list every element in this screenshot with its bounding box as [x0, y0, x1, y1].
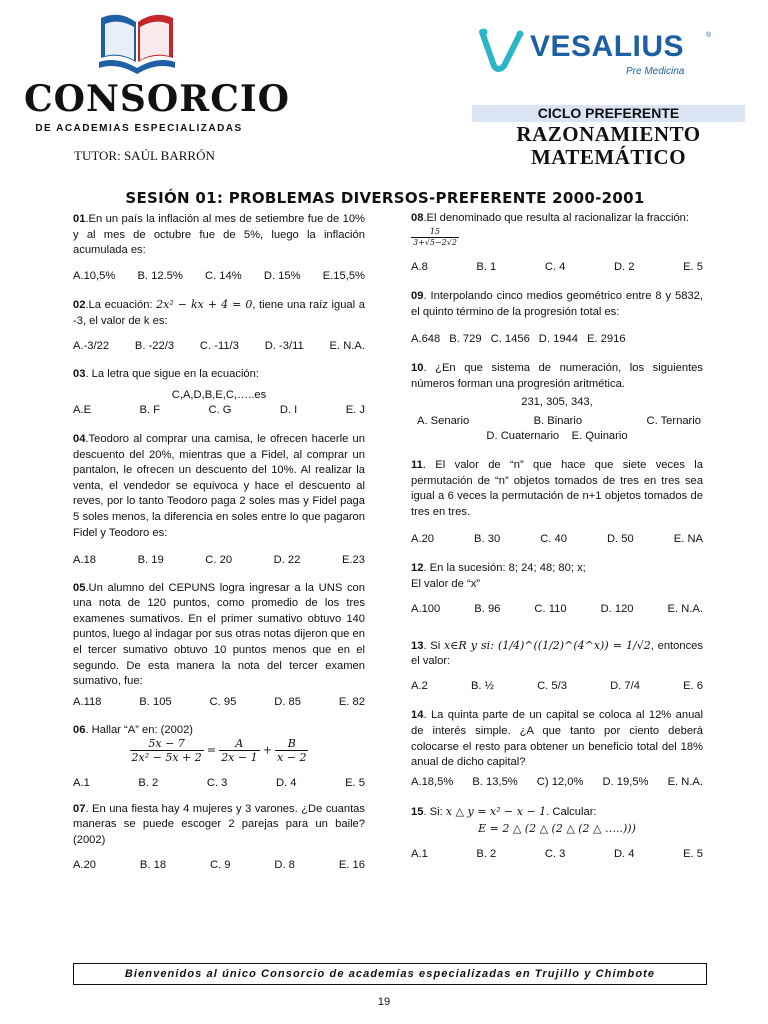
- question-09: [411, 289, 703, 320]
- question-number: 07: [73, 802, 86, 815]
- options-06: [73, 776, 365, 792]
- equation: x △ y = x² − x − 1: [445, 805, 547, 819]
- option: A.648: [411, 333, 441, 346]
- consorcio-logo: [22, 12, 291, 134]
- question-15: [411, 804, 703, 821]
- option: C. 40: [540, 533, 567, 546]
- option: A.1: [411, 847, 428, 860]
- option: C. G: [208, 404, 232, 417]
- vesalius-subtitle: Pre Medicina: [626, 66, 685, 77]
- option: E.15,5%: [322, 269, 365, 282]
- sequence-10: 231, 305, 343,: [521, 396, 593, 409]
- question-text: .Un alumno del CEPUNS logra ingresar a la UNS con una nota de 120 puntos, como promedio de los tres examenes sumativos. En el primer sumativo obtuvo 140 puntos, luego al indagar por sus otras notas dijeron que en el tercer sumativo obtuvo 10 puntos menos que en el segundo. De esta manera la nota del tercer examen sumativo, fue:: [73, 581, 365, 688]
- ciclo-banner: CICLO PREFERENTE: [472, 105, 745, 122]
- consorcio-wordmark: CONSORCIO: [24, 78, 291, 120]
- options-04: [73, 553, 365, 569]
- denominator: 2x² − 5x + 2: [131, 751, 202, 765]
- question-11: [411, 458, 703, 520]
- options-05: [73, 695, 365, 711]
- tutor-name: TUTOR: SAÚL BARRÓN: [74, 148, 215, 163]
- options-09: [411, 332, 703, 348]
- question-number: 03: [73, 368, 86, 381]
- question-text: .La ecuación:: [85, 299, 157, 312]
- option: B. 729: [449, 333, 482, 346]
- option: C. 5/3: [537, 679, 567, 692]
- question-number: 12: [411, 561, 424, 574]
- question-text: . Si:: [423, 806, 446, 819]
- options-10-row2: [411, 429, 703, 445]
- option: E. NA: [673, 533, 703, 546]
- option: D. -3/11: [264, 339, 304, 352]
- question-12: [411, 561, 703, 592]
- option: B. 18: [139, 859, 167, 872]
- options-03: [73, 403, 365, 419]
- question-14: [411, 708, 703, 770]
- option: B. 105: [139, 695, 172, 708]
- option: B. 30: [474, 533, 501, 546]
- option: D. 8: [274, 859, 295, 872]
- subject-title: [472, 123, 745, 169]
- denominator: x − 2: [277, 751, 307, 765]
- options-02: [73, 339, 365, 355]
- option: A.E: [73, 404, 92, 417]
- option: B. -22/3: [134, 339, 175, 352]
- option: E. 5: [683, 260, 703, 273]
- open-book-icon: [97, 12, 177, 74]
- equation: 2x² − kx + 4 = 0: [156, 298, 253, 312]
- option: D. 7/4: [610, 679, 640, 692]
- fraction-08: [411, 227, 703, 248]
- option: D. 19,5%: [602, 775, 649, 788]
- option: B. ½: [470, 679, 494, 692]
- question-text: . ¿En que sistema de numeración, los siguientes números forman una progresión aritmética.: [411, 361, 703, 390]
- option: C. -11/3: [199, 339, 239, 352]
- option: E.23: [341, 554, 365, 567]
- option: A.1: [73, 777, 90, 790]
- vesalius-logo: [478, 26, 718, 86]
- question-number: 08: [411, 212, 424, 224]
- option: B. 2: [476, 847, 497, 860]
- options-12: [411, 602, 703, 618]
- right-column: [411, 211, 703, 862]
- footer-banner: Bienvenidos al único Consorcio de academias especializadas en Trujillo y Chimbote: [73, 963, 707, 985]
- option: A.10,5%: [73, 269, 116, 282]
- stethoscope-v-icon: [478, 26, 526, 74]
- option: A.100: [411, 603, 441, 616]
- question-number: 05: [73, 581, 86, 594]
- option: A.2: [411, 679, 428, 692]
- question-text: El valor de “x”: [411, 577, 481, 590]
- question-04: [73, 432, 365, 541]
- option: E. 16: [338, 859, 365, 872]
- numerator: A: [219, 737, 259, 751]
- option: C. 9: [209, 859, 231, 872]
- question-number: 10: [411, 361, 424, 374]
- option: D. 4: [613, 847, 635, 860]
- option: E. Quinario: [571, 430, 628, 443]
- question-number: 11: [411, 458, 423, 471]
- registered-mark: ®: [706, 32, 712, 39]
- option: A.-3/22: [73, 339, 110, 352]
- denominator: 2x − 1: [221, 751, 258, 765]
- equation: E = 2 △ (2 △ (2 △ (2 △ …..))): [478, 822, 636, 836]
- option: C. 14%: [205, 269, 242, 282]
- question-text: . Interpolando cinco medios geométrico entre 8 y 5832, el quinto término de la progresión total es:: [411, 290, 703, 318]
- question-05: [73, 581, 365, 690]
- question-text: .El denominado que resulta al racionalizar la fracción:: [423, 212, 689, 224]
- option: C) 12,0%: [536, 775, 584, 788]
- option: E. 5: [683, 847, 703, 860]
- question-text: . En una fiesta hay 4 mujeres y 3 varones. ¿De cuantas maneras se puede escoger 2 parejas para un baile? (2002): [73, 802, 365, 846]
- option: E. N.A.: [667, 603, 703, 616]
- question-number: 06: [73, 724, 86, 737]
- option: B. 1: [476, 260, 497, 273]
- options-13: [411, 679, 703, 695]
- numerator: 5x − 7: [130, 737, 204, 751]
- session-title: SESIÓN 01: PROBLEMAS DIVERSOS-PREFERENTE 2000-2001: [125, 189, 645, 207]
- question-text: . La letra que sigue en la ecuación:: [85, 368, 259, 381]
- option: D. I: [279, 404, 298, 417]
- question-text: . En la sucesión: 8; 24; 48; 80; x;: [423, 561, 586, 574]
- question-number: 02: [73, 299, 86, 312]
- question-number: 14: [411, 709, 424, 722]
- question-13: [411, 638, 703, 670]
- question-text: , entonces el valor:: [411, 639, 704, 668]
- consorcio-subtitle: DE ACADEMIAS ESPECIALIZADAS: [35, 123, 243, 134]
- equation-15: [411, 821, 703, 838]
- option: E. N.A.: [329, 339, 365, 352]
- subject-title-line2: MATEMÁTICO: [530, 145, 687, 169]
- question-10: [411, 361, 703, 392]
- question-07: [73, 802, 365, 849]
- option: C. Ternario: [646, 414, 701, 427]
- option: D. 120: [600, 603, 634, 616]
- question-number: 15: [411, 806, 424, 819]
- options-01: [73, 269, 365, 285]
- option: C. 3: [206, 777, 228, 790]
- option: B. 19: [137, 554, 164, 567]
- question-number: 09: [411, 290, 424, 303]
- question-02: [73, 297, 365, 329]
- option: D. 85: [274, 695, 301, 708]
- question-text: . Hallar “A” en: (2002): [85, 724, 194, 737]
- option: E. 82: [338, 695, 365, 708]
- option: A.118: [73, 695, 102, 708]
- option: B. 96: [474, 603, 501, 616]
- fraction: [275, 737, 308, 764]
- question-text: .En un país la inflación al mes de setiembre fue de 10% y al mes de octubre fue de 5%, luego la inflación acumulada es:: [73, 213, 365, 257]
- fraction: [130, 737, 204, 764]
- vesalius-wordmark: VESALIUS: [530, 30, 685, 63]
- options-07: [73, 858, 365, 874]
- question-text: .Teodoro al comprar una camisa, le ofrecen hacerle un descuento del 20%, mientras que a Fidel, al comprar un pantalon, le ofrecen un descuento del 10%. Al realizar la venta, el vendedor se equivoca y hace el descuento al reves, por lo tanto Teodoro paga 2 soles mas y Fidel paga 5 soles menos, la diferencia en soles entre lo que pagaron Fidel y Teodoro es:: [73, 432, 365, 539]
- option: B. Binario: [533, 414, 583, 427]
- option: D. Cuaternario: [486, 430, 560, 443]
- option: D. 1944: [538, 333, 578, 346]
- options-15: [411, 847, 703, 863]
- question-text: . El valor de “n” que hace que siete veces la permutación de “n” objetos tomados de tres en tres sea igual a 6 veces la permutación de n+1 objetos tomados de tres en tres.: [411, 458, 703, 518]
- option: B. F: [139, 404, 160, 417]
- option: C. 95: [209, 695, 237, 708]
- question-08: [411, 211, 703, 227]
- numerator: 15: [411, 227, 459, 238]
- option: D. 4: [275, 777, 297, 790]
- option: A. Senario: [417, 414, 470, 427]
- option: A.18,5%: [411, 775, 454, 788]
- option: D. 15%: [263, 269, 301, 282]
- equation-06: $\frac{5x - 7}{\text{2x² − 5x + 2}}$ = $\frac{A}{2x - 1}$ + $\frac{B}{x - 2}$: [131, 737, 307, 765]
- option: E. 5: [345, 777, 365, 790]
- options-11: [411, 532, 703, 548]
- option: C. 3: [544, 847, 566, 860]
- question-number: 01: [73, 213, 86, 225]
- option: D. 2: [613, 260, 635, 273]
- option: E. 6: [683, 679, 703, 692]
- question-number: 13: [411, 639, 424, 652]
- option: A.20: [73, 859, 97, 872]
- option: A.18: [73, 554, 97, 567]
- question-number: 04: [73, 432, 86, 445]
- option: C. 20: [205, 554, 233, 567]
- left-column: [73, 212, 365, 874]
- question-text: . Si: [423, 639, 444, 652]
- equation: x∈R y si: (1/4)^((1/2)^(4^x)) = 1/√2: [443, 638, 651, 652]
- sequence-03: C,A,D,B,E,C,…..es: [171, 388, 267, 401]
- option: D. 50: [606, 533, 634, 546]
- option: A.20: [411, 533, 435, 546]
- option: E. J: [345, 404, 365, 417]
- question-text: , tiene una raíz igual a -3, el valor de k es:: [73, 299, 365, 327]
- question-01: [73, 212, 365, 259]
- option: C. 1456: [490, 333, 530, 346]
- option: C. 4: [544, 260, 566, 273]
- question-03: [73, 367, 365, 383]
- subject-title-line1: RAZONAMIENTO: [516, 122, 701, 146]
- denominator: 3+√5−2√2: [413, 237, 457, 247]
- option: B. 13,5%: [472, 775, 518, 788]
- option: A.8: [411, 260, 428, 273]
- fraction: [411, 227, 459, 248]
- options-08: [411, 260, 703, 276]
- fraction: [219, 737, 259, 764]
- question-text: . Calcular:: [546, 806, 597, 819]
- options-14: [411, 775, 703, 791]
- question-text: . La quinta parte de un capital se coloca al 12% anual de interés simple. ¿A que tanto por ciento deberá colocarse el resto para obtener un beneficio total del 18% anual de dicho capital?: [411, 709, 703, 769]
- option: C. 110: [534, 603, 567, 616]
- option: E. 2916: [586, 333, 626, 346]
- option: B. 12.5%: [137, 269, 183, 282]
- option: D. 22: [273, 554, 301, 567]
- option: E. N.A.: [667, 775, 703, 788]
- options-10-row1: [411, 414, 703, 430]
- option: B. 2: [138, 777, 159, 790]
- numerator: B: [275, 737, 308, 751]
- page-number: 19: [377, 996, 391, 1008]
